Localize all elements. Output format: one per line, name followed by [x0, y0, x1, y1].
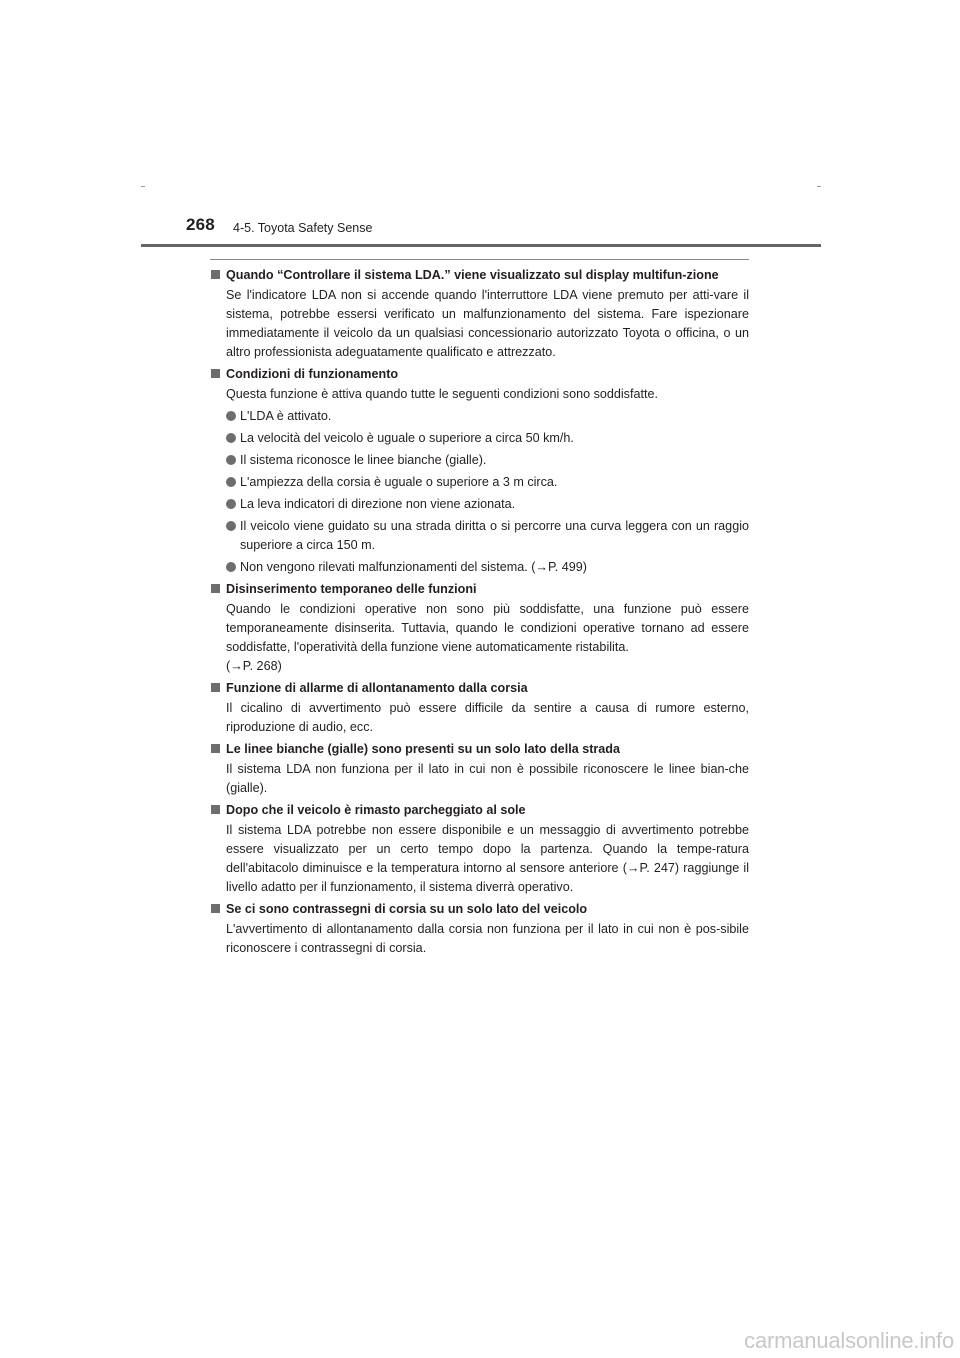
list-item	[210, 429, 749, 448]
list-item	[210, 517, 749, 555]
circle-bullet-icon	[226, 455, 236, 465]
section-paragraph	[210, 600, 749, 676]
section-heading-text: Le linee bianche (gialle) sono presenti su un solo lato della strada	[226, 742, 620, 756]
crop-mark-left	[141, 186, 145, 187]
list-item	[210, 558, 749, 577]
list-item-text: Non vengono rilevati malfunzionamenti del sistema. (→P. 499)	[240, 560, 587, 574]
section-heading	[210, 900, 749, 919]
list-item	[210, 407, 749, 426]
list-item-text: L'ampiezza della corsia è uguale o superiore a 3 m circa.	[240, 475, 558, 489]
section-lda-check-message	[210, 266, 749, 362]
list-item-text: Il veicolo viene guidato su una strada diritta o si percorre una curva leggera con un raggio superiore a circa 150 m.	[240, 519, 749, 552]
square-bullet-icon	[211, 744, 220, 753]
list-item	[210, 451, 749, 470]
watermark: carmanualsonline.info	[744, 1328, 954, 1353]
section-heading	[210, 580, 749, 599]
list-item-text: Il sistema riconosce le linee bianche (gialle).	[240, 453, 487, 467]
section-parked-in-sun	[210, 801, 749, 897]
circle-bullet-icon	[226, 433, 236, 443]
section-paragraph: Questa funzione è attiva quando tutte le seguenti condizioni sono soddisfatte.	[226, 387, 658, 401]
list-item	[210, 473, 749, 492]
circle-bullet-icon	[226, 477, 236, 487]
section-paragraph-text: Quando le condizioni operative non sono più soddisfatte, una funzione può essere temporaneamente disinserita. Tuttavia, quando le condizioni operative tornano ad essere soddisfatte, l'operatività della funzione viene automaticamente ristabilita.	[226, 602, 749, 654]
page-reference: (→P. 268)	[226, 659, 282, 673]
section-paragraph: Il cicalino di avvertimento può essere difficile da sentire a causa di rumore esterno, riproduzione di audio, ecc.	[226, 701, 749, 734]
section-title: 4-5. Toyota Safety Sense	[233, 221, 373, 235]
header-rule	[141, 244, 821, 247]
circle-bullet-icon	[226, 562, 236, 572]
section-paragraph: Se l'indicatore LDA non si accende quando l'interruttore LDA viene premuto per atti-vare il sistema, potrebbe essersi verificato un malfunzionamento del sistema. Fare ispezionare immediatamente il veicolo da un qualsiasi concessionario autorizzato Toyota o officina, o un altro professionista adeguatamente qualificato e attrezzato.	[226, 288, 749, 359]
section-heading	[210, 801, 749, 820]
square-bullet-icon	[211, 270, 220, 279]
section-heading-text: Funzione di allarme di allontanamento dalla corsia	[226, 681, 528, 695]
section-heading	[210, 679, 749, 698]
section-heading	[210, 365, 749, 384]
section-heading	[210, 266, 749, 285]
section-paragraph: L'avvertimento di allontanamento dalla corsia non funziona per il lato in cui non è pos-sibile riconoscere i contrassegni di corsia.	[226, 922, 749, 955]
crop-mark-right	[817, 186, 821, 187]
section-operating-conditions	[210, 365, 749, 577]
square-bullet-icon	[211, 805, 220, 814]
list-item-text: La velocità del veicolo è uguale o superiore a circa 50 km/h.	[240, 431, 574, 445]
section-heading-text: Quando “Controllare il sistema LDA.” viene visualizzato sul display multifun-zione	[226, 268, 719, 282]
section-heading	[210, 740, 749, 759]
section-single-side-markings	[210, 900, 749, 958]
circle-bullet-icon	[226, 521, 236, 531]
content-rule	[210, 259, 749, 260]
square-bullet-icon	[211, 683, 220, 692]
circle-bullet-icon	[226, 411, 236, 421]
page-number: 268	[186, 215, 215, 234]
square-bullet-icon	[211, 369, 220, 378]
square-bullet-icon	[211, 904, 220, 913]
list-item	[210, 495, 749, 514]
list-item-text: La leva indicatori di direzione non viene azionata.	[240, 497, 516, 511]
section-single-side-lines	[210, 740, 749, 798]
section-paragraph: Il sistema LDA non funziona per il lato in cui non è possibile riconoscere le linee bian-che (gialle).	[226, 762, 749, 795]
list-item-text: L'LDA è attivato.	[240, 409, 332, 423]
section-lane-departure-alarm	[210, 679, 749, 737]
section-heading-text: Dopo che il veicolo è rimasto parcheggiato al sole	[226, 803, 526, 817]
square-bullet-icon	[211, 584, 220, 593]
circle-bullet-icon	[226, 499, 236, 509]
section-heading-text: Se ci sono contrassegni di corsia su un solo lato del veicolo	[226, 902, 588, 916]
section-heading-text: Disinserimento temporaneo delle funzioni	[226, 582, 477, 596]
content-body	[210, 266, 749, 961]
section-paragraph: Il sistema LDA potrebbe non essere disponibile e un messaggio di avvertimento potrebbe essere visualizzato per un certo tempo dopo la partenza. Quando la tempe-ratura dell'abitacolo diminuisce e la temperatura intorno al sensore anteriore (→P. 247) raggiunge il livello adatto per il funzionamento, il sistema diverrà operativo.	[226, 823, 749, 894]
section-heading-text: Condizioni di funzionamento	[226, 367, 399, 381]
section-temporary-disengagement	[210, 580, 749, 676]
